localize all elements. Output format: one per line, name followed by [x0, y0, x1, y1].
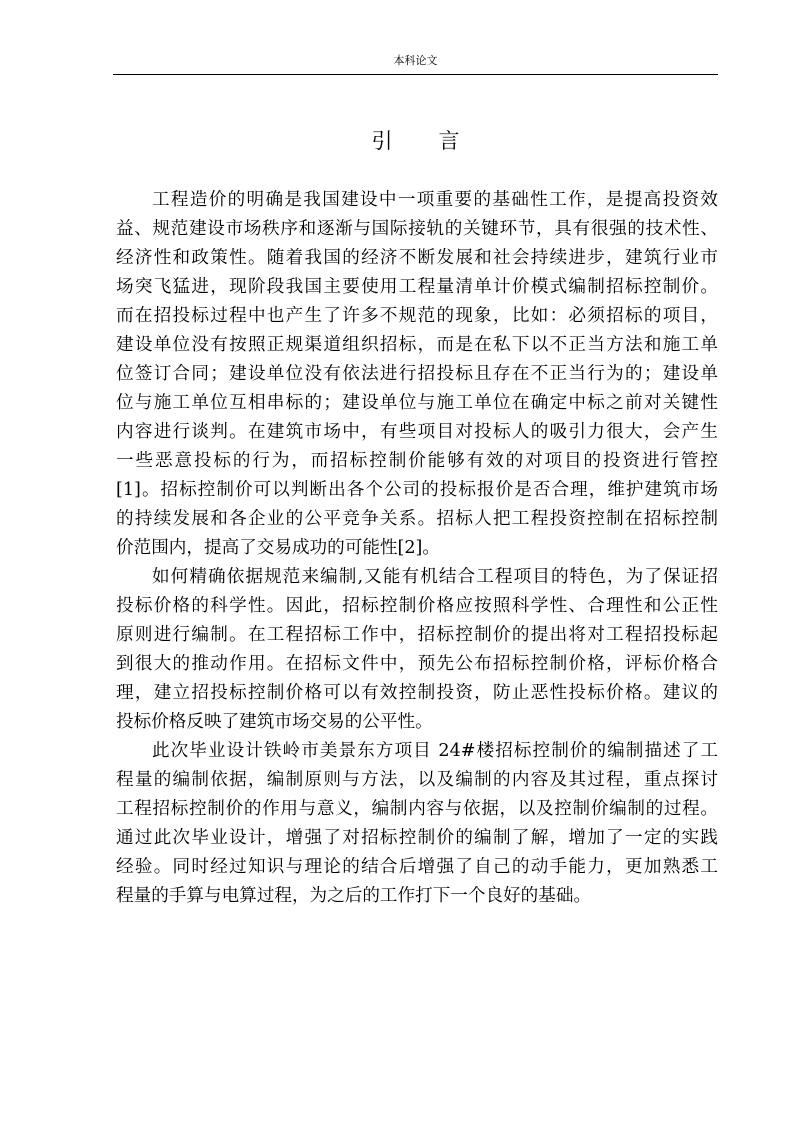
text-line: 位与施工单位互相串标的；建设单位与施工单位在确定中标之前对关键性	[116, 393, 718, 413]
page-header	[113, 52, 718, 75]
body-text	[116, 186, 718, 911]
text-line: 理，建立招投标控制价格可以有效控制投资，防止恶性投标价格。建议的	[116, 683, 718, 703]
text-line: 益、规范建设市场秩序和逐渐与国际接轨的关键环节，具有很强的技术性、	[116, 219, 718, 239]
text-line: 通过此次毕业设计，增强了对招标控制价的编制了解，增加了一定的实践	[116, 828, 718, 848]
text-line: 投标价格的科学性。因此，招标控制价格应按照科学性、合理性和公正性	[116, 596, 718, 616]
text-line: 工程招标控制价的作用与意义，编制内容与依据，以及控制价编制的过程。	[116, 799, 718, 819]
header-text: 本科论文	[393, 54, 438, 67]
text-line: 程量的手算与电算过程，为之后的工作打下一个良好的基础。	[116, 886, 592, 906]
text-line: 工程造价的明确是我国建设中一项重要的基础性工作，是提高投资效	[152, 190, 718, 210]
text-line: 此次毕业设计铁岭市美景东方项目 24#楼招标控制价的编制描述了工	[152, 741, 718, 761]
text-line: 位签订合同；建设单位没有依法进行招投标且存在不正当行为的；建设单	[116, 364, 718, 384]
page-title: 引言	[371, 129, 506, 153]
paragraph	[116, 186, 718, 563]
text-line: 经验。同时经过知识与理论的结合后增强了自己的动手能力，更加熟悉工	[116, 857, 718, 877]
text-line: 建设单位没有按照正规渠道组织招标，而是在私下以不正当方法和施工单	[116, 335, 718, 355]
text-line: 到很大的推动作用。在招标文件中，预先公布招标控制价格，评标价格合	[116, 654, 718, 674]
text-line: 的持续发展和各企业的公平竞争关系。招标人把工程投资控制在招标控制	[116, 509, 718, 529]
text-line: 程量的编制依据，编制原则与方法，以及编制的内容及其过程，重点探讨	[116, 770, 718, 790]
text-line: 如何精确依据规范来编制,又能有机结合工程项目的特色，为了保证招	[152, 567, 718, 587]
text-line: 价范围内，提高了交易成功的可能性[2]。	[116, 538, 441, 558]
text-line: 投标价格反映了建筑市场交易的公平性。	[116, 712, 433, 732]
paragraph	[116, 737, 718, 911]
text-line: 场突飞猛进，现阶段我国主要使用工程量清单计价模式编制招标控制价。	[116, 277, 718, 297]
text-line: 而在招投标过程中也产生了许多不规范的现象，比如：必须招标的项目，	[116, 306, 718, 326]
text-line: 一些恶意投标的行为，而招标控制价能够有效的对项目的投资进行管控	[116, 451, 718, 471]
text-line: 原则进行编制。在工程招标工作中，招标控制价的提出将对工程招投标起	[116, 625, 718, 645]
paragraph	[116, 563, 718, 737]
text-line: [1]。招标控制价可以判断出各个公司的投标报价是否合理，维护建筑市场	[116, 480, 718, 500]
text-line: 经济性和政策性。随着我国的经济不断发展和社会持续进步，建筑行业市	[116, 248, 718, 268]
text-line: 内容进行谈判。在建筑市场中，有些项目对投标人的吸引力很大，会产生	[116, 422, 718, 442]
